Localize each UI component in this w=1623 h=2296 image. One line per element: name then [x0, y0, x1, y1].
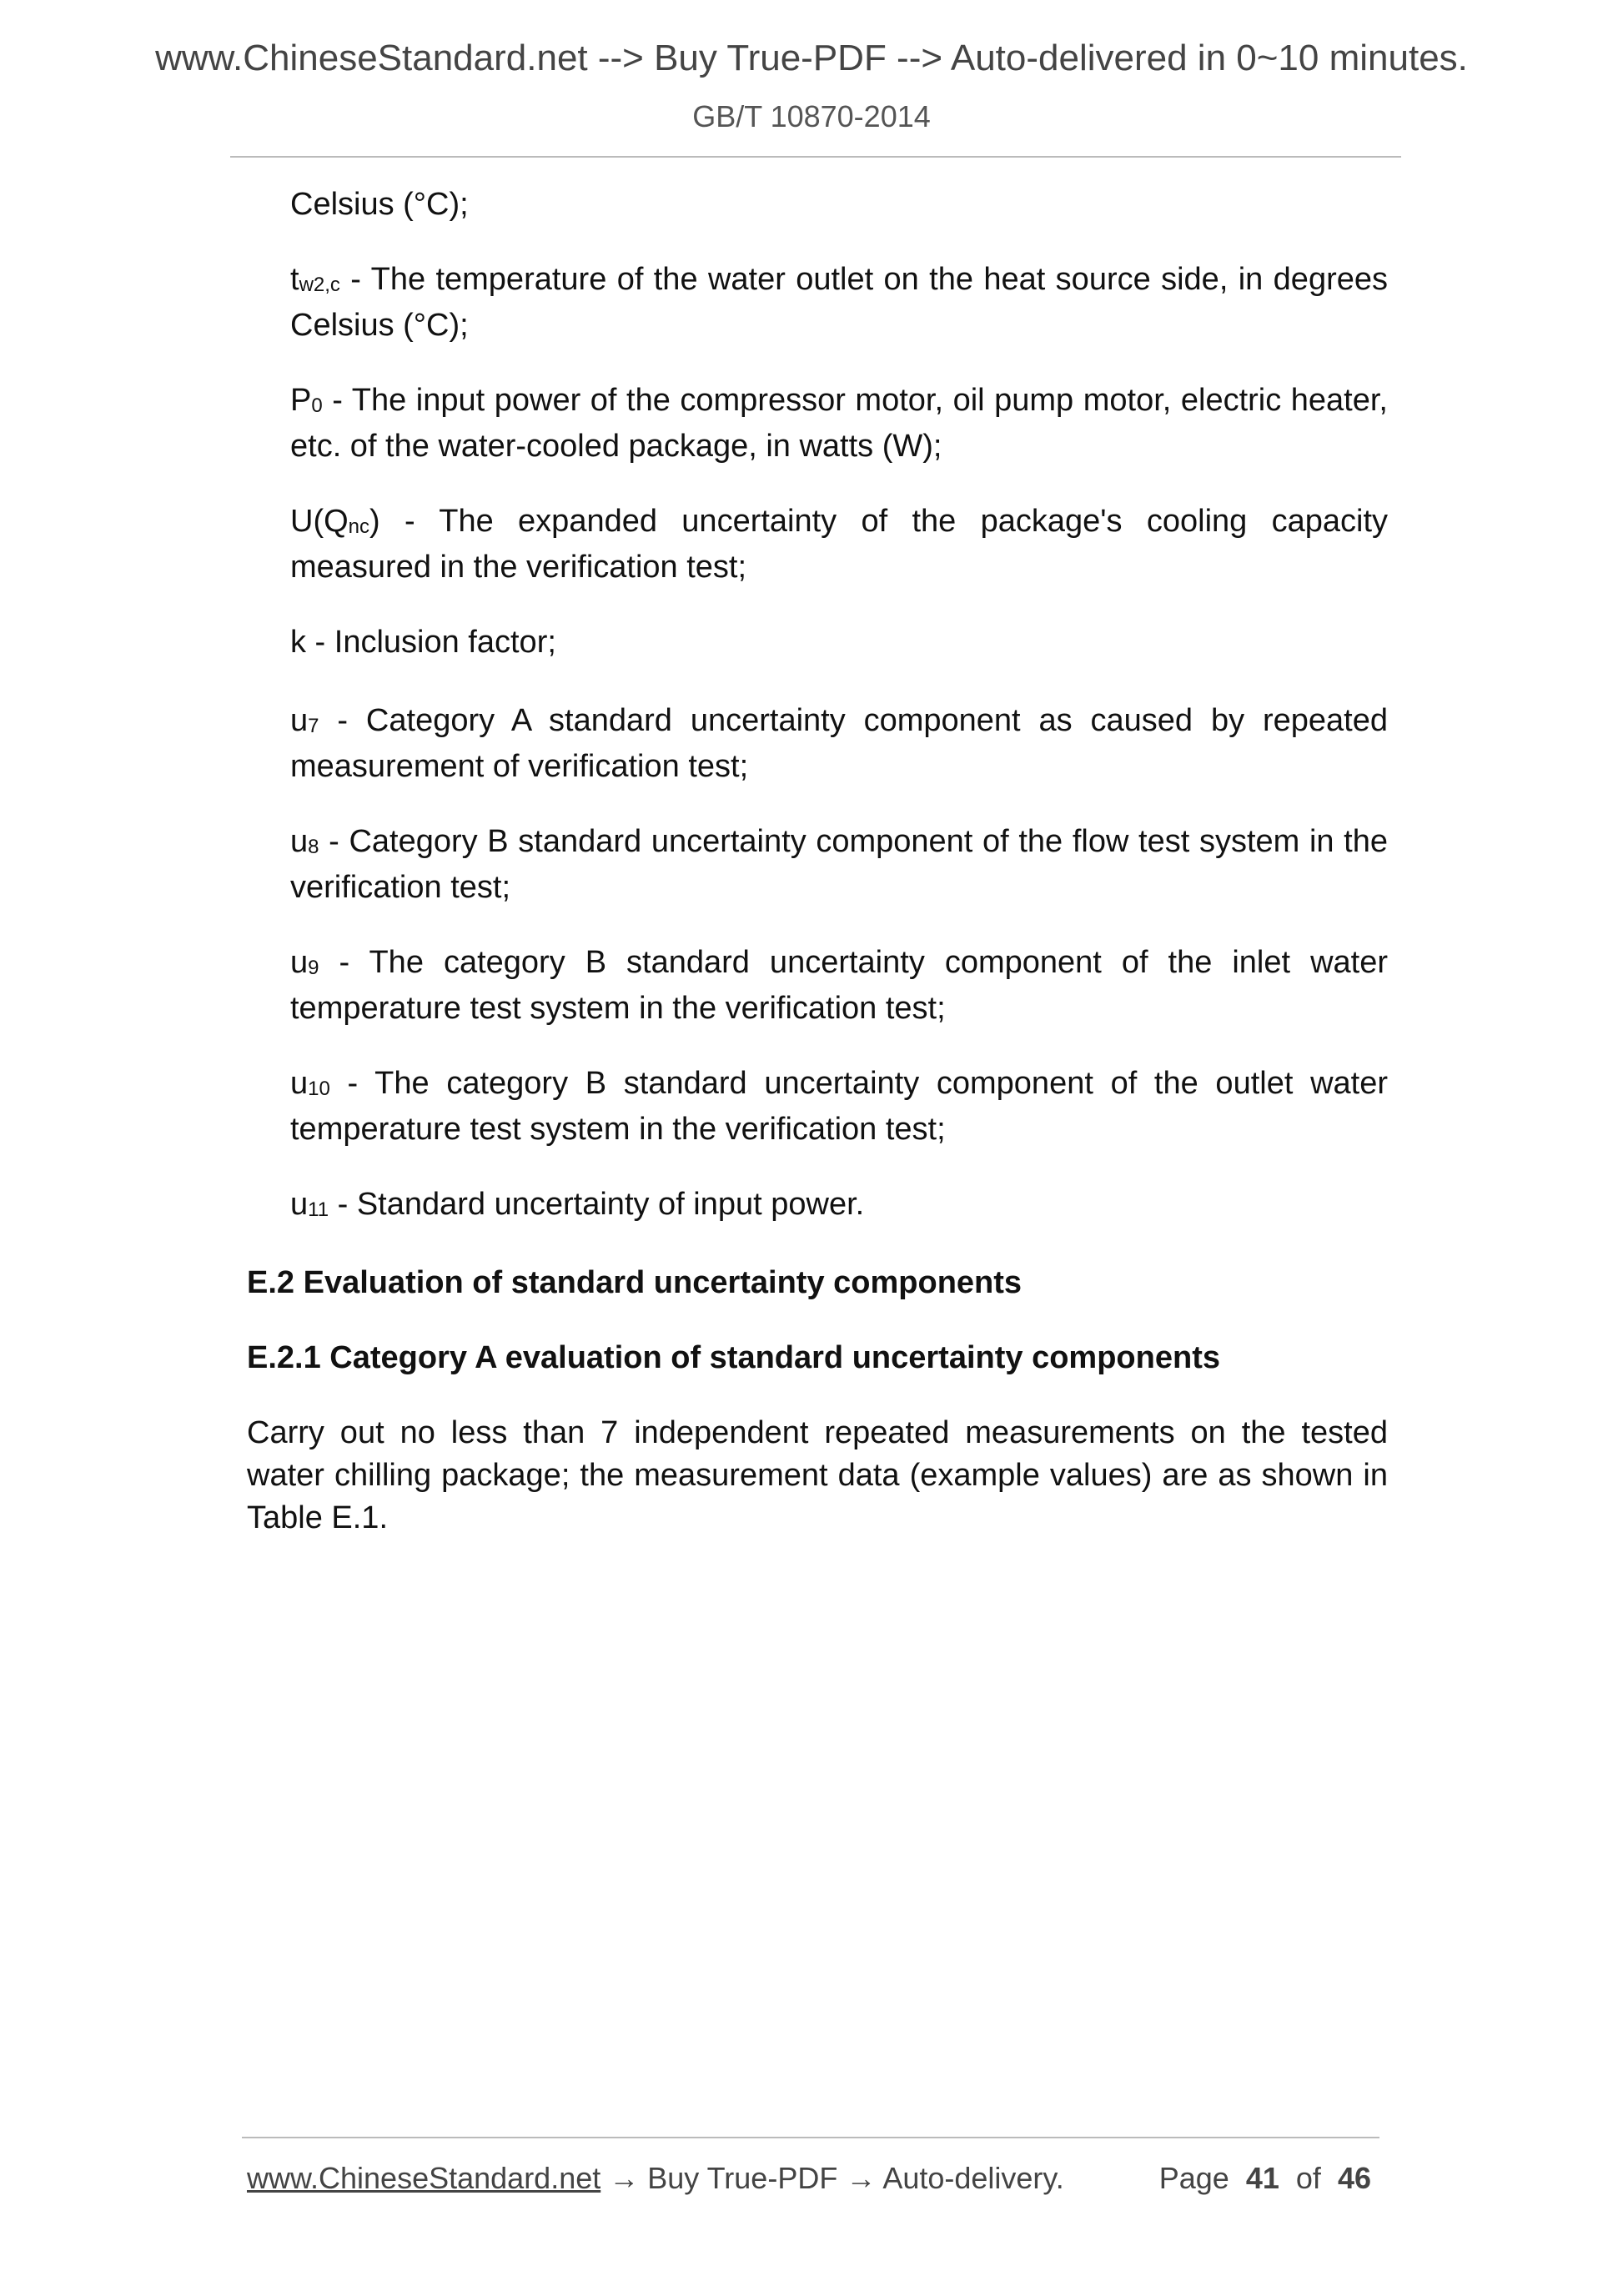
page-current: 41: [1245, 2161, 1279, 2195]
body-paragraph: Carry out no less than 7 independent repeated measurements on the tested water chilling package; the measurement data (example values) are as shown in Table E.1.: [247, 1415, 1388, 1535]
page-number: [1159, 2158, 1371, 2199]
definition-text: - The category B standard uncertainty component of the outlet water temperature test system in the verification test;: [290, 1066, 1388, 1147]
footer-site-link[interactable]: www.ChineseStandard.net: [247, 2161, 601, 2195]
definition-tw2c: [247, 259, 1388, 347]
page-footer: [247, 2158, 1379, 2199]
footer-divider: [242, 2137, 1379, 2138]
definition-u10: [247, 1063, 1388, 1151]
section-heading-e2: E.2 Evaluation of standard uncertainty components: [247, 1265, 1023, 1300]
definition-u11: [247, 1183, 1388, 1229]
definition-symbol: u: [290, 703, 309, 738]
definition-symbol: k: [290, 625, 306, 660]
page-content: [247, 183, 1388, 1572]
definition-symbol: u: [290, 824, 309, 859]
definition-symbol: P: [290, 383, 312, 418]
standard-code: GB/T 10870-2014: [692, 99, 931, 133]
definition-uqnc: [247, 500, 1388, 589]
definition-u8: [247, 821, 1388, 909]
footer-tagline: → Buy True-PDF → Auto-delivery.: [600, 2161, 1064, 2195]
page-label: Page: [1158, 2161, 1229, 2195]
definition-symbol: u: [290, 945, 309, 980]
continuation-text: Celsius (°C);: [290, 187, 469, 222]
definition-subscript: 0: [311, 394, 323, 417]
header-banner: www.ChineseStandard.net --> Buy True-PDF --> Auto-delivered in 0~10 minutes.: [155, 38, 1468, 78]
header-divider: [230, 156, 1401, 158]
definition-text: - The category B standard uncertainty component of the inlet water temperature test system in the verification test;: [290, 945, 1388, 1026]
definition-u9: [247, 942, 1388, 1030]
definition-symbol: U(Q: [290, 504, 349, 539]
definition-subscript: 10: [308, 1078, 330, 1100]
definition-text: - Inclusion factor;: [306, 625, 556, 660]
definition-text: - The temperature of the water outlet on the heat source side, in degrees Celsius (°C);: [290, 262, 1388, 343]
of-label: of: [1295, 2161, 1321, 2195]
definition-subscript: 8: [308, 836, 319, 858]
definition-subscript: w2,c: [299, 274, 340, 296]
definition-u7: [247, 700, 1388, 788]
definition-symbol: t: [290, 262, 299, 297]
definition-symbol-tail: ): [369, 504, 380, 539]
section-heading-e21: E.2.1 Category A evaluation of standard uncertainty components: [247, 1340, 1220, 1375]
definition-k: [247, 621, 1388, 667]
footer-left: [247, 2158, 1064, 2199]
definition-subscript: 9: [308, 957, 319, 979]
page-total: 46: [1337, 2161, 1371, 2195]
definition-p0: [247, 379, 1388, 468]
definition-text: - Category A standard uncertainty component as caused by repeated measurement of verification test;: [290, 703, 1388, 784]
definition-symbol: u: [290, 1187, 309, 1222]
definition-subscript: 7: [308, 715, 319, 737]
definition-subscript: 11: [308, 1198, 329, 1221]
definition-text: - The input power of the compressor motor, oil pump motor, electric heater, etc. of the water-cooled package, in watts (W);: [290, 383, 1388, 464]
definition-text: - The expanded uncertainty of the package's cooling capacity measured in the verification test;: [290, 504, 1388, 585]
definition-text: - Category B standard uncertainty component of the flow test system in the verification test;: [290, 824, 1388, 905]
definition-symbol: u: [290, 1066, 309, 1101]
definition-subscript: nc: [348, 515, 370, 538]
definition-text: - Standard uncertainty of input power.: [329, 1187, 865, 1222]
